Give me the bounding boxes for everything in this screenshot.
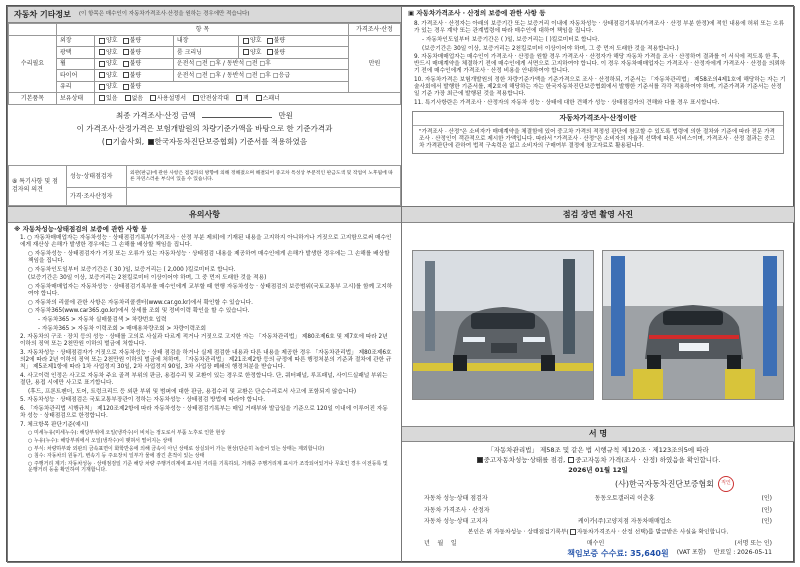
fee-row — [402, 549, 794, 561]
final-price-unit: 만원 — [278, 110, 293, 120]
car-front-photo-icon — [413, 251, 594, 400]
inspection-photo-rear — [602, 250, 784, 400]
receipt-day: 일 — [450, 539, 457, 547]
checkbox[interactable] — [123, 49, 129, 55]
signature-title: 서 명 — [402, 426, 794, 442]
checkbox[interactable] — [267, 49, 273, 55]
opt-label: 불량 — [273, 48, 286, 56]
performance-label: 중고자동차성능·상태를 점검, — [483, 456, 566, 465]
checkbox-tech-society[interactable] — [106, 139, 112, 145]
basic-items-label: 기본품목 — [9, 93, 57, 105]
warranty-notes — [402, 19, 794, 107]
receipt-text-a: 본인은 위 자동차성능 · 상태점검기록부( — [467, 529, 569, 536]
signer-row — [402, 516, 794, 528]
appraiser-remark[interactable] — [127, 188, 401, 206]
opt-label: 불량 — [129, 83, 142, 90]
note-item: 5. 자동차성능 · 상태점검은 국토교통부장관이 정하는 자동차성능 · 상태점검 방법에 따라야 합니다. — [20, 397, 266, 404]
inspector-remark: 외관(판금)에 관한 사항은 점검자의 방향에 의해 정해졌으며 해결되어 중고차 특성상 부분적인 판금도색 및 작업이 노후됨에 따른 자연스러운 부식이 있을 수 있습니다. — [127, 166, 401, 188]
note-item: 6. 「자동차관리법 시행규칙」 제120조제2항에 따라 자동차성능 · 상태점검기록부는 매입 거래부와 발급일을 기준으로 120일 이내에 이루어진 자동차 성능 · 상태점검으로 한정합니다. — [20, 405, 388, 419]
checkbox[interactable] — [99, 49, 105, 55]
row-name: 유리 — [57, 81, 95, 93]
receipt-month: 월 — [437, 539, 444, 547]
receipt-text-b: 자동차가격조사 · 산정 선택)를 발급받은 사실을 확인합니다. — [576, 529, 729, 536]
note-item: 1. ○ 자동차매매업자는 자동차성능 · 상태점검기록부(가격조사 · 산정 부분 제외)에 기재된 내용을 고지하지 아니하거나 거짓으로 고지함으로써 매수인에게 재산상 손해가 발생한 경우에는 그 손해를 배상할 책임을 집니다. — [20, 235, 392, 249]
receipt-date-row — [402, 538, 794, 550]
note-item: - 자동차인도일부터 보증기간은 ( )일, 보증거리는 ( )킬로미터로 합니다. — [422, 36, 600, 43]
seal-mark: (인) — [761, 518, 772, 526]
note-item: ○ 주행거리 계기: 자동차성능 · 상태점검일 기준 해당 차량 주행거리계에 표시된 거리를 기록하되, 거래중 주행거리계 표시가 조작되어있거나 무효인 경우 이전등록 및 운행거리 등을 확인하여 기재합니다. — [28, 461, 388, 474]
checkbox[interactable] — [123, 72, 129, 78]
checkbox[interactable] — [256, 95, 262, 101]
note-item: 11. 특기사항란은 가격조사 · 산정자의 자동차 성능 · 상태에 대한 견해가 성능 · 상태점검자의 견해와 다를 경우 표시합니다. — [414, 99, 720, 106]
other-info-table — [8, 23, 401, 105]
note-item: (보증기간은 30일 이상, 보증거리는 2천킬로미터 이상이어야 하며, 그 중 먼저 도래한 것을 적용) — [28, 275, 267, 282]
receipt-year: 년 — [424, 539, 430, 547]
statement-line-2: ( 기술사회, 한국자동차진단보증협회) 기준서를 적용하였음 — [101, 137, 308, 147]
note-item: ○ 자동차365(www.car365.go.kr)에서 상세를 조회 및 정비이력 확인을 할 수 있습니다. — [28, 308, 250, 315]
receipt-date — [424, 540, 457, 548]
col-price-header: 가격조사·산정 — [349, 24, 401, 36]
note-item: (보증기간은 30일 이상, 보증거리는 2천킬로미터 이상이어야 하며, 그 중 먼저 도래한 것을 적용합니다.) — [422, 45, 679, 52]
opt-label: 양호 — [106, 60, 118, 67]
box-body: "가격조사 · 산정"은 소비자가 매매계약을 체결함에 있어 중고차 가격의 적정성 판단에 참고할 수 있도록 법령에 의한 절차와 기준에 따라 전문 가격조사 · 산정인이 객관적으로 제시한 가액입니다. 따라서 "가격조사 · 산정"은 소비자의 자율적 선택에 따른 서비스이며, 가격조사 · 산정 결과는 중고차 가격판단에 관하여 법적 구속력은 없고 소비자의 구매여부 결정에 참고자료로 활용됩니다. — [419, 128, 775, 149]
checkbox[interactable] — [99, 72, 105, 78]
signer-row — [402, 505, 794, 517]
signer-value: 케이카(주)고양지점 자동차매매업소 — [577, 518, 672, 526]
note-item: ○ 침수: 자동차의 원동기, 변속기 등 주요장치 일부가 물에 잠긴 흔적이 있는 상태 — [28, 453, 205, 460]
signer-label: 자동차 성능·상태 고지자 — [424, 518, 488, 526]
row-name: 타이어 — [57, 70, 95, 82]
buyer-sign-mark: (서명 또는 인) — [734, 539, 772, 547]
note-item: ○ 자동차성능 · 상태점검자가 거짓 또는 오류가 있는 자동차성능 · 상태점검 내용을 제공하여 매수인에게 손해가 발생한 경우에는 그 손해를 배상할 책임을 집니다. — [28, 250, 390, 264]
row-extra: 운전석 □전 □후 / 동반석 □전 □후 □응급 — [173, 70, 348, 82]
statement-end: 기준서를 적용하였음 — [239, 137, 308, 147]
receipt-line — [402, 528, 794, 538]
car-rear-photo-icon — [603, 251, 784, 400]
checkbox-kadia[interactable] — [148, 139, 154, 145]
row-name: 휠 — [57, 58, 95, 70]
signature-law-line: 「자동차관리법」 제58조 및 같은 법 시행규칙 제120조 · 제123조의5에 따라 — [487, 446, 709, 454]
opt-label: 불량 — [129, 48, 142, 56]
org-name-line — [402, 475, 794, 493]
section-header — [8, 207, 401, 223]
signature-block — [402, 426, 794, 563]
section-header — [8, 7, 401, 23]
signer-row — [402, 493, 794, 505]
note-item: ○ 자동차매매업자는 자동차성능 · 상태점검기록부를 매수인에게 교부할 때 현행 자동차성능 · 상태점검의 보증범위(국토교통부 고시)를 함께 고지하여야 합니다. — [28, 283, 393, 297]
fee-vat: (VAT 포함) — [676, 549, 706, 557]
kadia-label: 한국자동차진단보증협회 — [154, 137, 235, 147]
note-item: 3. 자동차성능 · 상태점검자가 거짓으로 자동차성능 · 상태 점검을 하거나 실제 점검한 내용과 다른 내용을 제공한 경우 「자동차관리법」 제80조제6호의2에 따라 2년 이하의 징역 또는 2천만원 이하의 벌금에 처하며, 「자동차관리법」 제21조제2항 등의 규정에 따른 행정처분의 기준과 절차에 관한 규칙」 제5조제1항에 따라 1차 사업정지 30일, 2차 사업정지 90일, 3차 사업장 폐쇄의 행정처분을 받습니다. — [20, 349, 392, 371]
vehicle-other-info-section — [7, 6, 402, 207]
note-item: 8. 가격조사 · 산정자는 아래의 보증기간 또는 보증거리 이내에 자동차성능 · 상태점검기록부(가격조사 · 산정 부분 한정)에 적힌 내용에 허위 또는 오류가 있는 경우 계약 또는 관계법령에 따라 매수인에 대하여 책임을 집니다. — [414, 21, 785, 35]
note-item: - 자동차365 > 자동차 이력조회 > 매매용차량조회 > 차량이력조회 — [38, 325, 207, 332]
signature-confirm-line — [402, 455, 794, 465]
checkbox[interactable] — [125, 95, 131, 101]
opt-label: 있음 — [106, 94, 118, 102]
checkbox[interactable] — [123, 38, 129, 44]
section-title: 자동차 기타정보 — [14, 9, 71, 19]
checkbox[interactable] — [99, 61, 105, 67]
section-header — [402, 207, 794, 223]
checkbox[interactable] — [99, 95, 105, 101]
inspection-photos — [402, 224, 794, 426]
seal-mark: (인) — [761, 495, 772, 503]
checkbox[interactable] — [193, 95, 199, 101]
opt-label: 양호 — [106, 83, 118, 90]
tech-society-label: 기술사회, — [112, 137, 145, 147]
note-item: 4. 사고이력 인정은 사고로 자동차 주요 골격 부위의 판금, 용접수리 및 교환이 있는 경우로 한정합니다. 단, 쿼터패널, 루프패널, 사이드실패널 부위는 절단, 용접 시에만 사고로 표기합니다. — [20, 372, 388, 386]
signer-label: 자동차 성능·상태 점검자 — [424, 495, 488, 503]
remarks-table — [8, 165, 401, 206]
note-item: - 자동차365 > 자동차 실매물검색 > 차량번호 입력 — [38, 316, 167, 323]
price-definition-box — [412, 111, 784, 154]
row-name: 광택 — [57, 47, 95, 59]
row-name: 룸 크리닝 — [173, 47, 238, 59]
note-item: ○ 부식: 차량하부와 외판의 금속표면이 화학반응에 의해 금속이 아닌 상태로 상실되어 가는 현상(단순히 녹슬어 있는 상태는 제외합니다) — [28, 445, 325, 452]
col-item-header: 항 목 — [57, 24, 349, 36]
date-month: 01월 — [594, 466, 611, 475]
checkbox[interactable] — [123, 84, 129, 90]
opt-label: 양호 — [106, 37, 118, 44]
final-price-line — [8, 109, 401, 122]
checkbox[interactable] — [123, 61, 129, 67]
inspector-label: 성능·상태점검자 — [67, 166, 127, 188]
note-item: ○ 자동차인도일부터 보증기간은 ( 30 )일, 보증거리는 ( 2,000 )킬로미터로 합니다. — [28, 266, 236, 273]
opt-label: 없음 — [131, 94, 144, 102]
box-title: 자동차가격조사·산정이란 — [413, 112, 783, 126]
checkbox-receipt-price[interactable] — [570, 529, 576, 535]
opt-label: 양호 — [249, 37, 262, 44]
signature-date — [402, 465, 794, 475]
org-seal-icon: 직인 — [718, 476, 734, 492]
row-name: 내장 — [173, 35, 238, 47]
opt-label: 잭 — [242, 94, 249, 102]
note-item: ○ 미세누유(미세누수): 해당부위에 오일(냉각수)이 비치는 정도로서 부품 노후로 인한 현상 — [28, 430, 226, 437]
title-text: 자동차가격조사 · 산정의 보증에 관한 사항 등 — [416, 9, 546, 17]
opt-label: 양호 — [106, 48, 118, 56]
signer-label: 자동차 가격조사 · 산정자 — [424, 506, 490, 514]
seal-mark: (인) — [761, 506, 772, 514]
opt-label: 불량 — [129, 71, 142, 79]
checkbox-price[interactable] — [568, 457, 574, 463]
inspection-record-page — [6, 5, 794, 562]
note-item: 10. 자동차가격은 보험개발원의 정한 차량기준가액을 기준가격으로 조사 · 산정하되, 기준서는 「자동차관리법」 제58조의4제1호에 해당하는 자는 기술사회에서 발행한 기준서를, 제2호에 해당하는 자는 한국자동차진단보증협회에서 발행한 기준서를 각각 적용하여야 하며, 기준가격과 기준서는 산정일 기준 가장 최근에 발행된 것을 적용합니다. — [414, 77, 786, 98]
opt-label: 양호 — [106, 71, 118, 79]
row-extra: 운전석 □전 □후 / 동반석 □전 □후 — [173, 58, 348, 70]
inspection-photo-front — [412, 250, 594, 400]
final-price-label: 최종 가격조사·산정 금액 — [116, 110, 196, 120]
org-name: (사)한국자동차진단보증협회 — [615, 479, 714, 489]
checkbox[interactable] — [267, 38, 273, 44]
price-unit: 만원 — [349, 35, 401, 93]
note-item: 2. 자동차의 구조 · 장치 등의 성능 · 상태를 고의로 사실과 다르게 적거나 거짓으로 고지한 자는 「자동차관리법」 제80조제6호 및 제7호에 따라 2년 이하의 징역 또는 2천만원 이하의 벌금에 처합니다. — [20, 334, 388, 348]
caution-bar: ※ 자동차성능·상태점검의 보증에 관한 사항 등 — [14, 225, 148, 233]
checkbox[interactable] — [243, 49, 249, 55]
statement-line-1: 이 가격조사·산정가격은 보험개발원의 차량기준가액을 바탕으로 한 기준가격과 — [76, 123, 333, 133]
note-item: ○ 누유(누수): 해당부위에서 오일(냉각수)이 맺혀서 떨어지는 상태 — [28, 437, 173, 444]
note-item: ○ 자동차의 리콜에 관한 사항은 자동차리콜센터(www.car.go.kr)에서 확인할 수 있습니다. — [28, 299, 253, 306]
opt-label: 양호 — [249, 48, 262, 56]
section-title: 유의사항 — [189, 209, 220, 219]
final-price-field[interactable] — [202, 117, 272, 118]
caution-section — [7, 206, 402, 563]
checkbox[interactable] — [99, 38, 105, 44]
date-year: 2026년 — [568, 466, 593, 475]
appraiser-label: 가격·조사산정자 — [67, 188, 127, 206]
signer-value: 동동오토갤러리 이춘홍 — [594, 495, 655, 503]
caution-notes — [8, 235, 401, 474]
remarks-label: ⑧ 특기사항 및 점검자의 의견 — [9, 166, 67, 206]
opt-label: 불량 — [129, 60, 142, 67]
section-title: 점검 장면 촬영 사진 — [562, 209, 634, 219]
fee-label: 책임보증 수수료: 35,640원 — [567, 549, 669, 559]
date-day: 12일 — [612, 466, 628, 475]
checkbox-performance[interactable] — [477, 457, 483, 463]
checkbox[interactable] — [150, 95, 156, 101]
section-subtitle: (이 항목은 매수인이 자동차가격조사·산정을 원하는 경우에만 적습니다) — [78, 11, 250, 18]
checkbox[interactable] — [243, 38, 249, 44]
opt-label: 스패너 — [262, 94, 280, 102]
row-name: 외장 — [57, 35, 95, 47]
opt-label: 안전삼각대 — [199, 94, 229, 102]
opt-label: 사용설명서 — [157, 94, 187, 102]
opt-label: 불량 — [273, 37, 286, 44]
price-warranty-section — [401, 6, 795, 207]
buyer-label: 매수인 — [586, 539, 605, 547]
checkbox[interactable] — [99, 84, 105, 90]
basic-state-label: 보유상태 — [57, 93, 95, 105]
note-item: 9. 자동차매매업자는 매수인이 가격조사 · 산정을 원할 경우 가격조사 · 산정자가 해당 자동차 가격을 조사 · 산정하여 결과를 이 서식에 적도록 한 후, 반드시 매매계약을 체결하기 전에 매수인에게 서면으로 고지하여야 합니다. 이 경우 자동차매매업자는 가격조사 · 산정자에게 가격조사 · 산정을 의뢰하기 전에 매수인에게 가격조사 · 산정 비용을 안내하여야 합니다. — [414, 54, 786, 75]
section-title: ▣ 자동차가격조사 · 산정의 보증에 관한 사항 등 — [408, 9, 546, 17]
price-label: 중고자동차 가격(조사 · 산정) 하였음을 확인합니다. — [575, 456, 721, 465]
checkbox[interactable] — [236, 95, 242, 101]
opt-label: 불량 — [129, 37, 142, 44]
note-item: (후드, 프론트펜더, 도어, 트렁크리드 등 외판 부위 및 범퍼에 대한 판금, 용접수리 및 교환은 단순수리로서 사고에 포함되지 않습니다) — [28, 388, 357, 395]
note-item: 7. 체크항목 판단기준(예시) — [20, 421, 89, 428]
repair-needed-label: 수리필요 — [9, 35, 57, 93]
expiry-date: 만료일 : 2026-05-11 — [713, 549, 772, 557]
photo-signature-section — [401, 206, 795, 563]
